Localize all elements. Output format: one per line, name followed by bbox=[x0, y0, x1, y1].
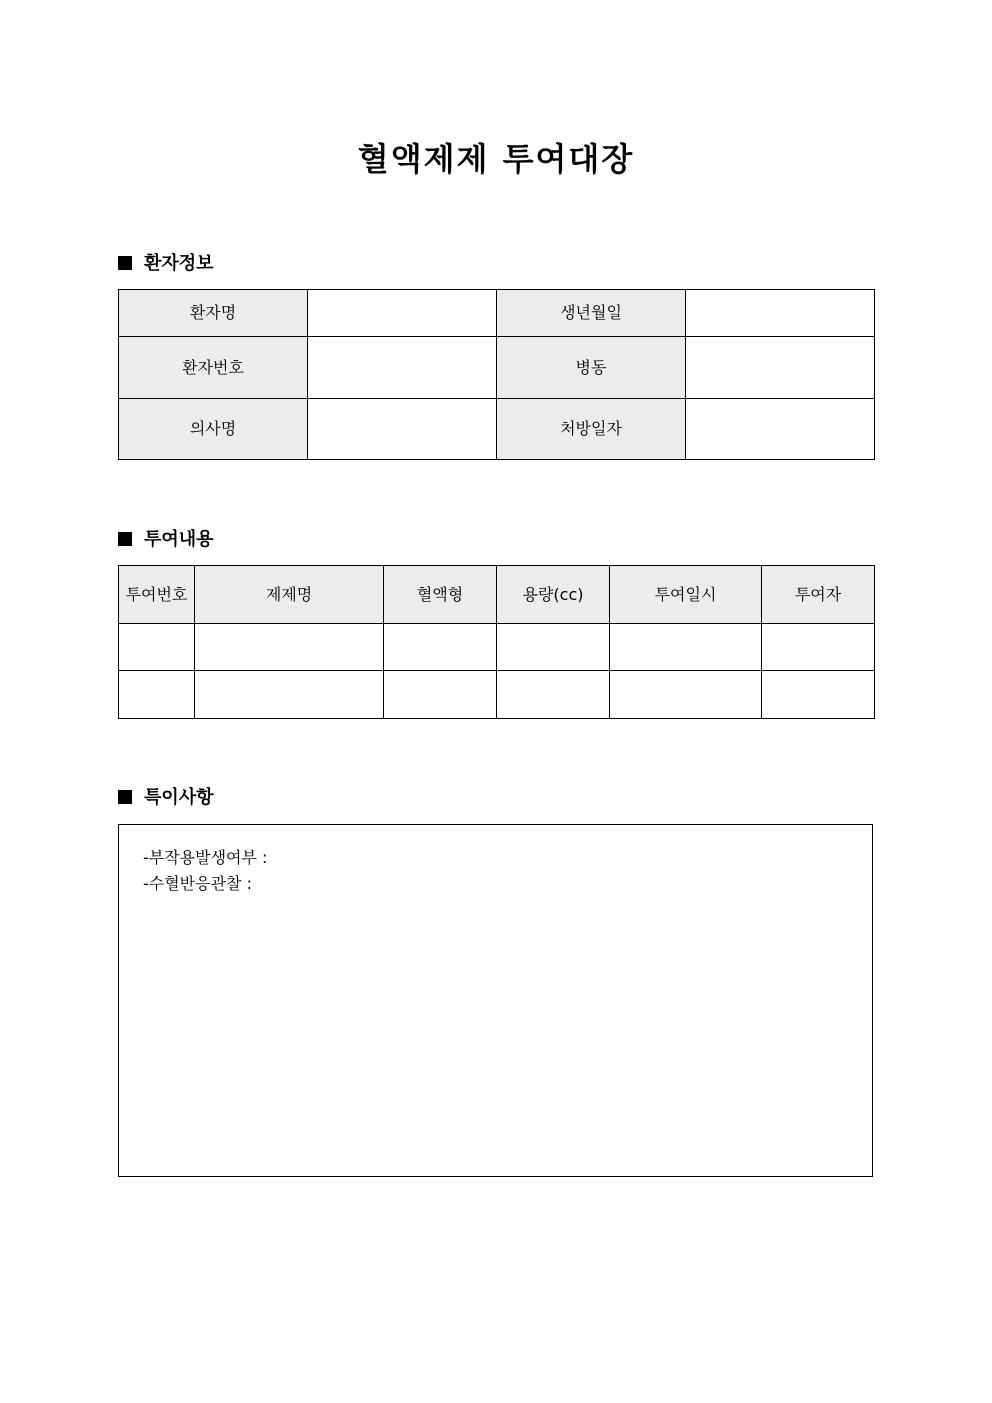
value-birth-date[interactable] bbox=[686, 290, 875, 337]
label-patient-number: 환자번호 bbox=[119, 337, 308, 399]
value-doctor-name[interactable] bbox=[308, 399, 497, 460]
table-cell[interactable] bbox=[762, 624, 875, 671]
table-cell[interactable] bbox=[762, 671, 875, 719]
value-ward[interactable] bbox=[686, 337, 875, 399]
column-header-product-name: 제제명 bbox=[195, 566, 384, 624]
table-row bbox=[119, 671, 875, 719]
value-patient-name[interactable] bbox=[308, 290, 497, 337]
table-row bbox=[119, 337, 875, 399]
section-heading-label: 특이사항 bbox=[144, 787, 214, 808]
column-header-admin-datetime: 투여일시 bbox=[610, 566, 762, 624]
value-prescription-date[interactable] bbox=[686, 399, 875, 460]
section-heading-label: 환자정보 bbox=[144, 253, 214, 274]
square-bullet-icon bbox=[118, 256, 132, 270]
value-patient-number[interactable] bbox=[308, 337, 497, 399]
table-cell[interactable] bbox=[384, 624, 497, 671]
table-row bbox=[119, 624, 875, 671]
table-cell[interactable] bbox=[195, 624, 384, 671]
label-patient-name: 환자명 bbox=[119, 290, 308, 337]
table-cell[interactable] bbox=[119, 624, 195, 671]
table-row bbox=[119, 399, 875, 460]
section-heading-administration bbox=[118, 528, 214, 552]
label-prescription-date: 처방일자 bbox=[497, 399, 686, 460]
table-header-row bbox=[119, 566, 875, 624]
document-title: 혈액제제 투여대장 bbox=[357, 140, 635, 178]
column-header-administrator: 투여자 bbox=[762, 566, 875, 624]
table-cell[interactable] bbox=[497, 671, 610, 719]
administration-table bbox=[118, 565, 875, 719]
patient-info-table bbox=[118, 289, 875, 460]
column-header-blood-type: 혈액형 bbox=[384, 566, 497, 624]
section-heading-label: 투여내용 bbox=[144, 529, 214, 550]
square-bullet-icon bbox=[118, 532, 132, 546]
table-cell[interactable] bbox=[195, 671, 384, 719]
label-ward: 병동 bbox=[497, 337, 686, 399]
label-doctor-name: 의사명 bbox=[119, 399, 308, 460]
label-birth-date: 생년월일 bbox=[497, 290, 686, 337]
column-header-volume: 용량(cc) bbox=[497, 566, 610, 624]
table-cell[interactable] bbox=[610, 671, 762, 719]
notes-box[interactable] bbox=[118, 824, 873, 1177]
table-row bbox=[119, 290, 875, 337]
table-cell[interactable] bbox=[497, 624, 610, 671]
table-cell[interactable] bbox=[119, 671, 195, 719]
notes-line-transfusion-observation: -수혈반응관찰 : bbox=[143, 874, 252, 893]
notes-line-adverse-reaction: -부작용발생여부 : bbox=[143, 848, 268, 867]
table-cell[interactable] bbox=[384, 671, 497, 719]
section-heading-notes bbox=[118, 786, 214, 810]
column-header-admin-number: 투여번호 bbox=[119, 566, 195, 624]
table-cell[interactable] bbox=[610, 624, 762, 671]
section-heading-patient-info bbox=[118, 252, 214, 276]
square-bullet-icon bbox=[118, 790, 132, 804]
